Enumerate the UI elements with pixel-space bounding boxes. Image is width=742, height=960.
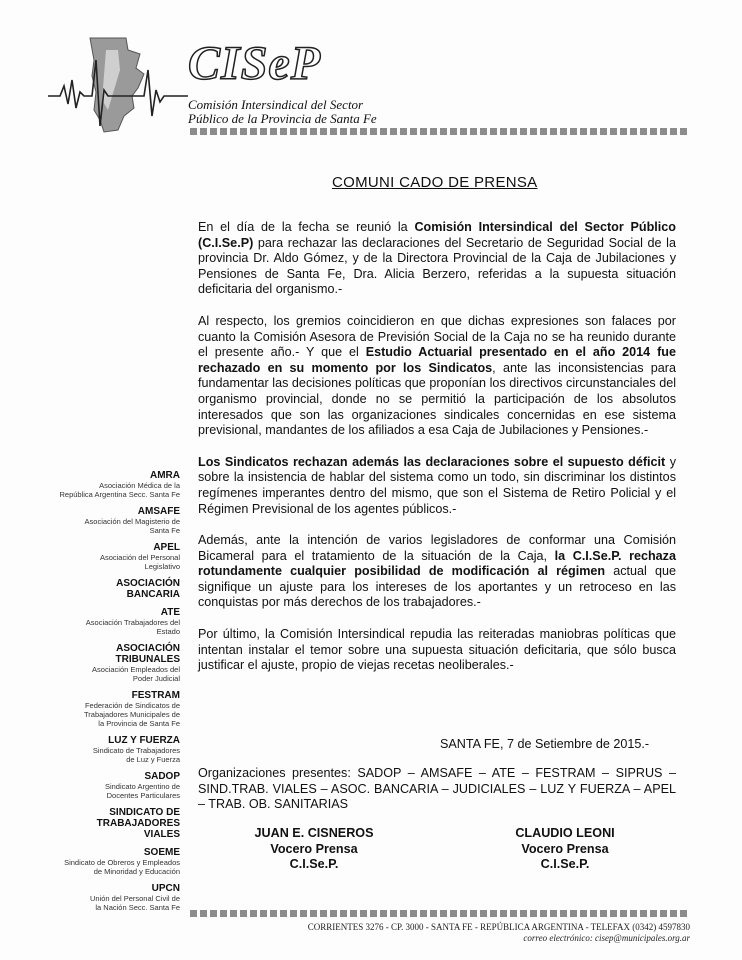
union-entry xyxy=(40,690,180,728)
union-description: Sindicato Argentino de Docentes Particulares xyxy=(104,782,180,800)
text-run: Por último, la Comisión Intersindical repudia las reiteradas maniobras políticas que intentan instalar el temor sobre una supuesta situación deficitaria, que sólo busca justificar el ajuste, propio de viejas recetas neoliberales.- xyxy=(198,627,676,673)
union-entry xyxy=(40,578,180,600)
footer-address: CORRIENTES 3276 - CP. 3000 - SANTA FE - REPÚBLICA ARGENTINA - TELEFAX (0342) 4597830 xyxy=(307,922,690,932)
union-description: Sindicato de Obreros y Empleados de Minoridad y Educación xyxy=(64,858,180,876)
union-name: ATE xyxy=(160,607,180,618)
union-entry xyxy=(40,771,180,800)
text-run: para rechazar las declaraciones del Secretario de Seguridad Social de la provincia Dr. Aldo Gómez, y de la Directora Provincial de la Caja de Jubilaciones y Pensiones de Santa Fe, Dra. Alicia Berzero, referidas a la supuesta situación deficitaria del organismo.- xyxy=(198,235,676,297)
union-name: SADOP xyxy=(144,771,180,782)
bold-text-run: la C.I.Se.P. rechaza rotundamente cualquier posibilidad de modificación al régimen xyxy=(198,548,676,579)
date-line: SANTA FE, 7 de Setiembre de 2015.- xyxy=(440,737,650,751)
bold-text-run: Comisión Intersindical del Sector Público (C.I.Se.P) xyxy=(198,220,676,250)
text-run: Además, ante la intención de varios legisladores de conformar una Comisión Bicameral para el tratamiento de la situación de la Caja, xyxy=(198,533,676,563)
text-run: y sobre la insistencia de hablar del sistema como un todo, sin discriminar los distintos regímenes imperantes dentro del mismo, que son el Sistema de Retiro Policial y el Régimen Previsional de los agentes públicos.- xyxy=(198,454,676,516)
union-description: Asociación Trabajadores del Estado xyxy=(85,618,180,636)
text-run: Al respecto, los gremios coincidieron en que dichas expresiones son falaces por cuanto la Comisión Asesora de Previsión Social de la Caja no se ha reunido durante el presente año.- Y que el xyxy=(198,313,676,360)
union-entry xyxy=(40,883,180,912)
signature-role: Vocero Prensa xyxy=(521,841,609,856)
signature-org: C.I.Se.P. xyxy=(540,857,590,872)
cisep-logo-icon xyxy=(48,30,188,140)
body-paragraph xyxy=(198,627,676,674)
union-name: SOEME xyxy=(143,847,180,858)
footer xyxy=(290,922,690,944)
signature-name: JUAN E. CISNEROS xyxy=(254,826,374,840)
union-entry xyxy=(40,506,180,535)
union-entry xyxy=(40,847,180,876)
organizations-present: Organizaciones presentes: SADOP – AMSAFE – ATE – FESTRAM – SIPRUS – SIND.TRAB. VIALES – ASOC. BANCARIA – JUDICIALES – LUZ Y FUERZA – APEL – TRAB. OB. SANITARIAS xyxy=(198,766,676,812)
union-description: Asociación del Magisterio de Santa Fe xyxy=(84,517,180,535)
union-entry xyxy=(40,643,180,683)
signature-block-left xyxy=(254,826,374,873)
union-description: Asociación del Personal Legislativo xyxy=(99,553,180,571)
logo-subtitle-line1: Comisión Intersindical del Sector xyxy=(188,97,364,112)
body-paragraph xyxy=(198,220,676,298)
text-run: , ante las inconsistencias para fundamentar las decisiones políticas que proponían los directivos circunstanciales del organismo provincial, donde no se permitió la participación de los absolutos interesados que son las organizaciones sindicales concernidas en ese sistema previsional, mandantes de los afiliados a esa Caja de Jubilaciones y Pensiones.- xyxy=(198,360,676,438)
union-entry xyxy=(40,735,180,764)
union-name: FESTRAM xyxy=(131,690,180,701)
logo-title: CISeP xyxy=(188,37,322,90)
header-divider xyxy=(190,128,690,135)
union-entry xyxy=(40,542,180,571)
signature-org: C.I.Se.P. xyxy=(289,857,339,872)
union-description: Unión del Personal Civil de la Nación Secc. Santa Fe xyxy=(89,894,180,912)
press-release-body xyxy=(198,220,676,690)
logo-subtitle-line2: Público de la Provincia de Santa Fe xyxy=(188,111,377,126)
body-paragraph xyxy=(198,533,676,611)
signature-name: CLAUDIO LEONI xyxy=(515,826,615,840)
union-description: Asociación Médica de la República Argentina Secc. Santa Fe xyxy=(59,481,180,499)
union-entry xyxy=(40,807,180,840)
text-run: En el día de la fecha se reunió la xyxy=(198,220,415,234)
union-name: UPCN xyxy=(151,883,180,894)
union-name: AMSAFE xyxy=(137,506,180,517)
signature-block-right xyxy=(500,826,630,873)
footer-divider xyxy=(190,910,690,917)
union-entry xyxy=(40,470,180,499)
body-paragraph xyxy=(198,314,676,439)
union-description: Asociación Empleados del Poder Judicial xyxy=(92,665,180,683)
signature-role: Vocero Prensa xyxy=(270,841,358,856)
union-name: ASOCIACIÓN BANCARIA xyxy=(116,578,180,600)
bold-text-run: Estudio Actuarial presentado en el año 2014 fue rechazado en su momento por los Sindicatos xyxy=(198,345,676,375)
union-name: LUZ Y FUERZA xyxy=(108,735,180,746)
union-name: ASOCIACIÓN TRIBUNALES xyxy=(115,643,180,665)
union-entry xyxy=(40,607,180,636)
union-name: SINDICATO DE TRABAJADORES VIALES xyxy=(96,807,180,840)
footer-email: correo electrónico: cisep@municipales.org.ar xyxy=(523,933,690,943)
union-description: Federación de Sindicatos de Trabajadores Municipales de la Provincia de Santa Fe xyxy=(83,701,180,728)
union-name: APEL xyxy=(153,542,180,553)
page-title: COMUNI CADO DE PRENSA xyxy=(332,174,538,191)
logo-subtitle xyxy=(188,98,377,126)
union-description: Sindicato de Trabajadores de Luz y Fuerza xyxy=(92,746,180,764)
union-name: AMRA xyxy=(150,470,180,481)
body-paragraph xyxy=(198,455,676,517)
bold-text-run: Los Sindicatos rechazan además las declaraciones sobre el supuesto déficit xyxy=(198,454,666,469)
union-sidebar xyxy=(40,470,180,919)
text-run: actual que signifique un ajuste para los intereses de los aportantes y un retroceso en las conquistas por más derechos de los trabajadores.- xyxy=(198,564,676,610)
